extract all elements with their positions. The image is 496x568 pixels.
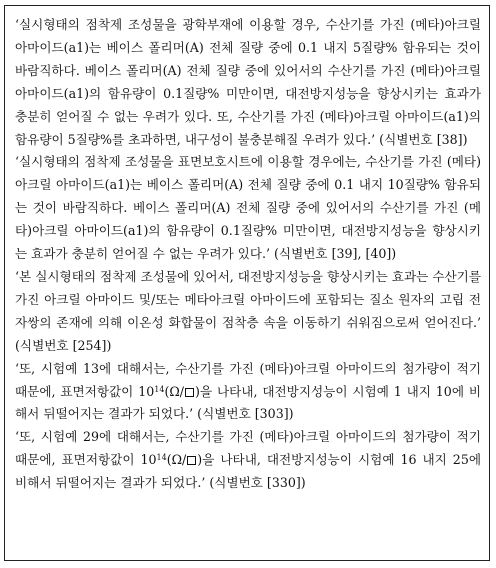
unit-open: (Ω/	[164, 383, 185, 399]
exponent: 14	[156, 453, 167, 463]
paragraph-39-40: ‘실시형태의 점착제 조성물을 표면보호시트에 이용할 경우에는, 수산기를 가진 (메타)아크릴 아마이드(a1)는 베이스 폴리머(A) 전체 질량 중에 0.1 내지 10질량% 함유되는 것이 바람직하다. 베이스 폴리머(A) 전체 질량 중에 있어서의 수산기를 가진 (메타)아크릴 아마이드(a1)의 함유량이 0.1질량% 미만이면, 대전방지성능을 향상시키는 효과가 충분히 얻어질 수 없는 우려가 있다.’ (식별번호 [39], [40])	[15, 154, 481, 262]
exponent: 14	[154, 384, 165, 394]
text-after: 을 나타내, 대전방지성능이 시험예 16 내지 25에 비해서 뒤떨어지는 결과가 되었다.’ (식별번호 [330])	[15, 452, 482, 491]
paragraph-38: ‘실시형태의 점착제 조성물을 광학부재에 이용할 경우, 수산기를 가진 (메타)아크릴 아마이드(a1)는 베이스 폴리머(A) 전체 질량 중에 0.1 내지 5질량% 함유되는 것이 바람직하다. 베이스 폴리머(A) 전체 질량 중에 있어서의 수산기를 가진 (메타)아크릴 아마이드(a1)의 함유량이 0.1질량% 미만이면, 대전방지성능을 향상시키는 효과가 충분히 얻어질 수 없는 우려가 있다. 또, 수산기를 가진 (메타)아크릴 아마이드(a1)의 함유량이 5질량%를 초과하면, 내구성이 불충분해질 우려가 있다.’ (식별번호 [38])	[15, 17, 481, 147]
unit-close: )	[195, 383, 200, 399]
unit-close: )	[197, 452, 203, 468]
text-before: ‘또, 시험예 13에 대해서는, 수산기를 가진 (메타)아크릴 아마이드의 첨가량이 적기 때문에, 표면저항값이 10	[15, 360, 481, 399]
paragraph-254: ‘본 실시형태의 점착제 조성물에 있어서, 대전방지성능을 향상시키는 효과는 수산기를 가진 아크릴 아마이드 및/또는 메타아크릴 아마이드에 포함되는 질소 원자의 고립 전자쌍의 존재에 의해 이온성 화합물이 점착층 속을 이동하기 쉬워짐으로써 얻어진다.’ (식별번호 [254])	[15, 268, 481, 353]
quoted-passages-box	[4, 5, 490, 561]
text-before: ‘또, 시험예 29에 대해서는, 수산기를 가진 (메타)아크릴 아마이드의 첨가량이 적기 때문에, 표면저항값이 10	[15, 429, 481, 468]
text-after: 을 나타내, 대전방지성능이 시험예 1 내지 10에 비해서 뒤떨어지는 결과가 되었다.’ (식별번호 [303])	[15, 383, 482, 422]
square-symbol	[187, 456, 196, 465]
unit-open: (Ω/	[166, 452, 187, 468]
paragraph-303	[15, 358, 481, 427]
paragraph-330	[15, 426, 481, 495]
square-symbol	[185, 388, 194, 397]
